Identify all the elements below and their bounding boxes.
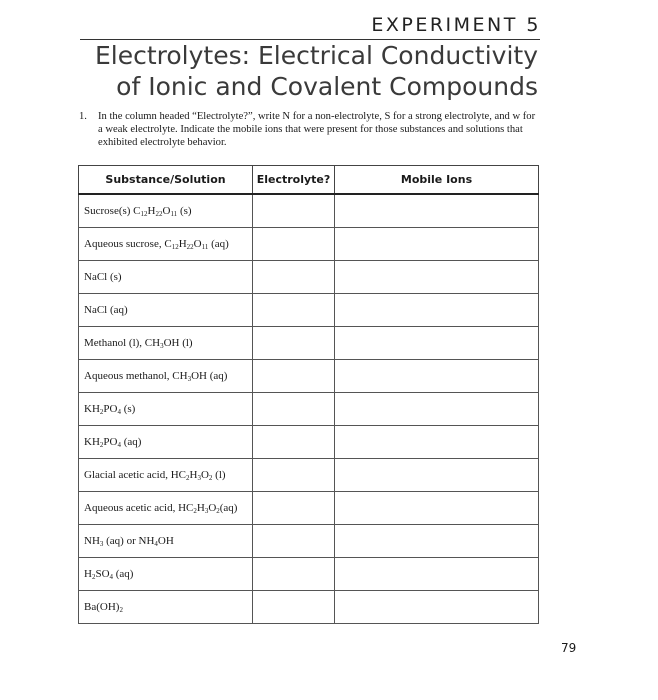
mobile-ions-cell[interactable] xyxy=(335,459,539,492)
subscript: 2 xyxy=(193,506,197,515)
subscript: 22 xyxy=(155,209,163,218)
table-row xyxy=(79,294,539,327)
table-row xyxy=(79,228,539,261)
substance-text: OH (aq) xyxy=(191,369,228,382)
header-mobile-ions: Mobile Ions xyxy=(335,166,539,195)
page-number: 79 xyxy=(561,641,577,655)
substance-text: Sucrose(s) C xyxy=(84,204,141,217)
header-substance: Substance/Solution xyxy=(79,166,253,195)
substance-text: (aq) or NH xyxy=(103,534,155,547)
subscript: 4 xyxy=(117,440,121,449)
substance-text: H xyxy=(147,204,156,217)
subscript: 2 xyxy=(91,572,96,581)
table-row xyxy=(79,393,539,426)
title-line-1: Electrolytes: Electrical Conductivity xyxy=(94,41,538,70)
table-row xyxy=(79,261,539,294)
mobile-ions-cell[interactable] xyxy=(335,194,539,228)
substance-text: Ba(OH) xyxy=(84,600,120,613)
substance-text: KH xyxy=(84,435,100,448)
substance-text: Aqueous acetic acid, HC xyxy=(84,501,194,514)
table-row xyxy=(79,327,539,360)
table-row xyxy=(79,194,539,228)
mobile-ions-cell[interactable] xyxy=(335,360,539,393)
substance-cell xyxy=(79,228,253,261)
substance-text: H xyxy=(196,501,205,514)
electrolyte-cell[interactable] xyxy=(253,492,335,525)
mobile-ions-cell[interactable] xyxy=(335,426,539,459)
subscript: 3 xyxy=(197,473,201,482)
subscript: 22 xyxy=(186,242,194,251)
substance-cell xyxy=(79,261,253,294)
substance-cell xyxy=(79,194,253,228)
substance-text: O xyxy=(193,237,202,250)
substance-text: (aq) xyxy=(208,237,229,250)
mobile-ions-cell[interactable] xyxy=(335,261,539,294)
electrolyte-cell[interactable] xyxy=(253,393,335,426)
subscript: 2 xyxy=(119,605,123,614)
electrolyte-cell[interactable] xyxy=(253,525,335,558)
electrolyte-cell[interactable] xyxy=(253,591,335,624)
substance-cell xyxy=(79,360,253,393)
table-row xyxy=(79,525,539,558)
table-row xyxy=(79,459,539,492)
substance-text: (l) xyxy=(212,468,226,481)
substance-text: H xyxy=(178,237,187,250)
substance-text: O xyxy=(200,468,209,481)
substance-text: H xyxy=(189,468,198,481)
substance-text: O xyxy=(162,204,171,217)
substance-text: KH xyxy=(84,402,100,415)
substance-text: H xyxy=(84,567,92,580)
substance-text: OH xyxy=(157,534,174,547)
subscript: 3 xyxy=(99,539,104,548)
subscript: 3 xyxy=(204,506,209,515)
table-row xyxy=(79,492,539,525)
mobile-ions-cell[interactable] xyxy=(335,591,539,624)
substance-text: Methanol (l), CH xyxy=(84,336,161,349)
subscript: 3 xyxy=(187,374,192,383)
subscript: 2 xyxy=(99,440,104,449)
experiment-label: EXPERIMENT 5 xyxy=(371,14,541,36)
table-header-row xyxy=(79,166,539,195)
substance-cell xyxy=(79,393,253,426)
mobile-ions-cell[interactable] xyxy=(335,294,539,327)
substance-cell xyxy=(79,459,253,492)
subscript: 12 xyxy=(171,242,179,251)
subscript: 2 xyxy=(208,473,213,482)
electrolyte-cell[interactable] xyxy=(253,194,335,228)
table-body xyxy=(79,194,539,624)
instruction xyxy=(79,110,539,149)
electrolyte-cell[interactable] xyxy=(253,426,335,459)
substance-text: O xyxy=(208,501,217,514)
mobile-ions-cell[interactable] xyxy=(335,393,539,426)
title-line-2: of Ionic and Covalent Compounds xyxy=(116,72,538,101)
mobile-ions-cell[interactable] xyxy=(335,492,539,525)
mobile-ions-cell[interactable] xyxy=(335,327,539,360)
substance-cell xyxy=(79,525,253,558)
substance-text: SO xyxy=(95,567,110,580)
substance-cell xyxy=(79,558,253,591)
table-row xyxy=(79,360,539,393)
substance-text: (s) xyxy=(177,204,192,217)
substance-text: NaCl (s) xyxy=(84,271,122,283)
substance-cell xyxy=(79,591,253,624)
substance-text: (aq) xyxy=(120,435,142,448)
subscript: 3 xyxy=(160,341,164,350)
subscript: 4 xyxy=(154,539,158,548)
mobile-ions-cell[interactable] xyxy=(335,558,539,591)
subscript: 2 xyxy=(216,506,220,515)
substance-cell xyxy=(79,426,253,459)
substance-text: (s) xyxy=(120,402,136,415)
substance-text: (aq) xyxy=(113,567,134,580)
subscript: 11 xyxy=(170,209,178,218)
substance-text: Glacial acetic acid, HC xyxy=(84,468,187,481)
electrolyte-cell[interactable] xyxy=(253,294,335,327)
substance-text: PO xyxy=(103,402,118,415)
table-row xyxy=(79,558,539,591)
worksheet-table xyxy=(78,165,539,624)
mobile-ions-cell[interactable] xyxy=(335,228,539,261)
electrolyte-cell[interactable] xyxy=(253,360,335,393)
substance-text: (aq) xyxy=(219,501,238,514)
substance-text: NaCl (aq) xyxy=(84,304,128,316)
subscript: 11 xyxy=(201,242,209,251)
substance-text: NH xyxy=(84,534,100,547)
substance-text: OH (l) xyxy=(163,336,193,349)
table-row xyxy=(79,426,539,459)
substance-cell xyxy=(79,294,253,327)
electrolyte-cell[interactable] xyxy=(253,459,335,492)
electrolyte-cell[interactable] xyxy=(253,261,335,294)
substance-text: PO xyxy=(103,435,118,448)
subscript: 2 xyxy=(99,407,104,416)
subscript: 2 xyxy=(186,473,190,482)
subscript: 12 xyxy=(140,209,148,218)
header-electrolyte: Electrolyte? xyxy=(253,166,335,195)
electrolyte-cell[interactable] xyxy=(253,228,335,261)
instruction-number: 1. xyxy=(79,111,87,122)
subscript: 4 xyxy=(109,572,114,581)
instruction-text: In the column headed “Electrolyte?”, write N for a non-electrolyte, S for a strong electrolyte, and w for a weak electrolyte. Indicate the mobile ions that were present for those substances and solutions that exhibited electrolyte behavior. xyxy=(98,111,536,148)
substance-cell xyxy=(79,492,253,525)
substance-text: Aqueous sucrose, C xyxy=(84,237,172,250)
substance-text: Aqueous methanol, CH xyxy=(84,369,188,382)
electrolyte-cell[interactable] xyxy=(253,327,335,360)
electrolyte-cell[interactable] xyxy=(253,558,335,591)
substance-cell xyxy=(79,327,253,360)
page-title xyxy=(95,40,538,102)
table-row xyxy=(79,591,539,624)
subscript: 4 xyxy=(117,407,121,416)
mobile-ions-cell[interactable] xyxy=(335,525,539,558)
